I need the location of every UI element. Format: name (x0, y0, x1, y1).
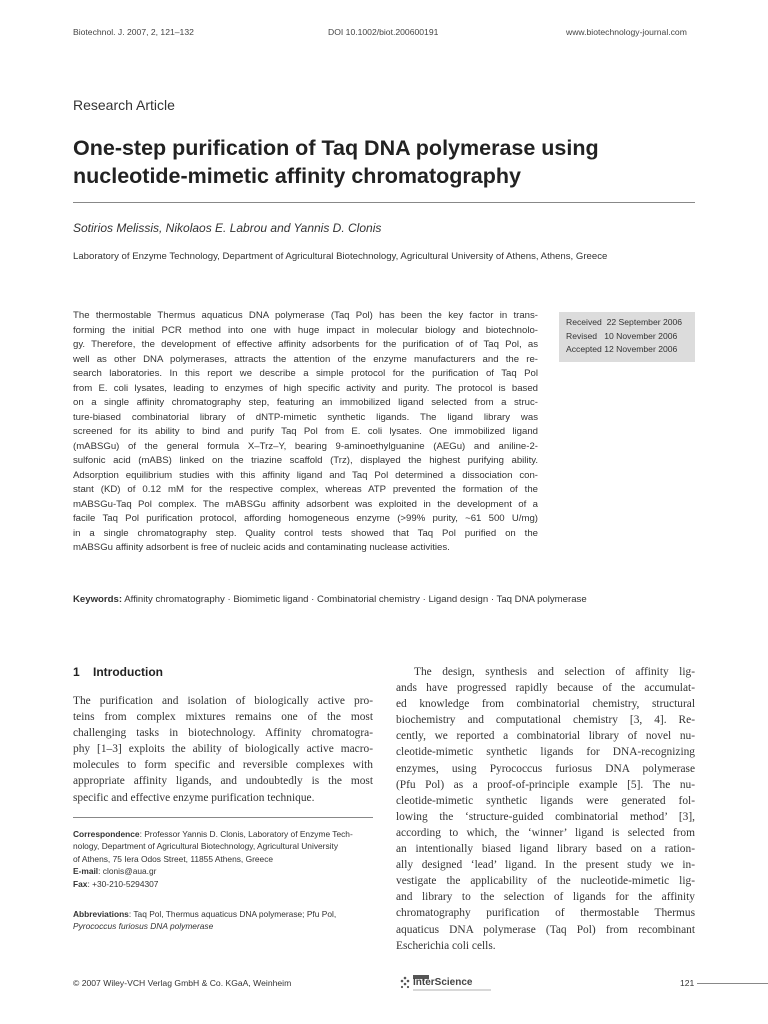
abstract-line: on a single affinity chromatography step, featuring an immobilized ligand selected from a struc- (73, 397, 538, 408)
abstract-line: facile Taq Pol purification protocol, affording homogeneous enzyme (>99% purity, ~61 500 U/mg) (73, 513, 538, 524)
body-text-line: biochemistry and computational chemistry [3, 4]. Re- (396, 714, 695, 727)
body-text-line: teins from complex mixtures remains one of the most (73, 711, 373, 724)
received-dates-box (559, 312, 695, 362)
body-text-line: appropriate affinity ligands, and undoubtedly is the most (73, 775, 373, 788)
correspondence-label: Correspondence (73, 829, 140, 839)
abstract-line: The thermostable Thermus aquaticus DNA polymerase (Taq Pol) has been the key factor in trans- (73, 310, 538, 321)
accepted-date: Accepted 12 November 2006 (566, 344, 678, 354)
keywords (73, 594, 587, 605)
body-text-line: Escherichia coli cells. (396, 939, 496, 952)
body-text-line: molecules to form specific and reversible complexes with (73, 759, 373, 772)
logo-text: InterScience (413, 977, 473, 988)
abstract-line: in a single chromatography step. Quality control tests showed that Taq Pol purified on the (73, 527, 538, 539)
body-text-line: and library to the selection of ligands for the affinity (396, 891, 695, 904)
abstract-line: sulfonic acid (mABS) linked on the triazine scaffold (Trz), displayed the highest purifying ability. (73, 455, 538, 466)
affiliation: Laboratory of Enzyme Technology, Department of Agricultural Biotechnology, Agricultural University of Athens, Athens, Greece (73, 251, 608, 262)
body-text-line: ands have progressed rapidly because of the accumulat- (396, 682, 695, 695)
abstract (73, 309, 538, 556)
body-text-line: phy [1–3] exploits the ability of biologically active macro- (73, 743, 373, 756)
received-date: Received 22 September 2006 (566, 317, 683, 327)
abstract-line: stant (KD) of 0.12 mM for the respective complex, whereas ATP prevented the formation of the (73, 484, 538, 495)
body-text-line: cleotide-mimetic synthetic ligands for DNA-recognizing (396, 746, 695, 759)
fax-label: Fax (73, 878, 88, 889)
page-number: 121 (680, 978, 695, 988)
abstract-line: (mABSGu) of the general formula X–Trz–Y, bearing 9-aminoethylguanine (AEGu) and aniline-2- (73, 440, 538, 452)
title-line: nucleotide-mimetic affinity chromatography (73, 164, 521, 188)
page-number-rule (697, 983, 768, 984)
body-text-line: (Pfu Pol) as a proof-of-principle example [5]. The nu- (396, 778, 695, 791)
journal-citation: Biotechnol. J. 2007, 2, 121–132 (73, 27, 194, 37)
body-text-line: according to which, the ‘winner’ ligand is selected from (396, 826, 695, 839)
section-title: Introduction (93, 665, 163, 679)
correspondence-text: nology, Department of Agricultural Biotechnology, Agricultural University (73, 841, 339, 852)
title-divider (73, 202, 695, 203)
body-text-line: an intentionally biased ligand library based on a ration- (396, 843, 695, 856)
body-text-line: enzymes, using Pyrococcus furiosus DNA polymerase (396, 762, 695, 775)
revised-date: Revised 10 November 2006 (566, 330, 678, 341)
doi[interactable]: DOI 10.1002/biot.200600191 (328, 27, 439, 37)
keywords-text: Affinity chromatography · Biomimetic ligand · Combinatorial chemistry · Ligand design · Taq DNA polymerase (124, 594, 587, 605)
body-text-line: specific and effective enzyme purification technique. (73, 791, 315, 804)
intro-left-column (73, 693, 373, 806)
body-text-line: challenging tasks in biotechnology. Affinity chromatogra- (73, 727, 373, 740)
abstract-line: ture-biased combinatorial library of dNTP-mimetic synthetic ligands. The ligand library was (73, 411, 538, 423)
correspondence-text: : Professor Yannis D. Clonis, Laboratory of Enzyme Tech- (139, 829, 353, 839)
copyright: © 2007 Wiley-VCH Verlag GmbH & Co. KGaA, Weinheim (73, 978, 292, 988)
keywords-label: Keywords: (73, 594, 123, 605)
title-line: One-step purification of Taq DNA polymerase using (73, 136, 599, 160)
abbreviations-text: : Taq Pol, Thermus aquaticus DNA polymerase; Pfu Pol, (128, 909, 337, 919)
abbreviations-text: Pyrococcus furiosus DNA polymerase (73, 921, 214, 932)
fax-number: : +30-210-5294307 (87, 878, 159, 889)
journal-website[interactable]: www.biotechnology-journal.com (566, 27, 687, 37)
section-heading (73, 665, 163, 679)
body-text-line: chromatography purification of thermostable Thermus (396, 907, 695, 920)
email-address[interactable]: : clonis@aua.gr (98, 866, 157, 877)
body-text-line: cently, we reported a combinatorial library of novel nu- (396, 730, 695, 743)
body-text-line: aquaticus DNA polymerase (Taq Pol) from recombinant (396, 923, 695, 936)
abstract-line: mABSGu affinity adsorbent is free of nucleic acids and contaminating nuclease activities. (73, 542, 450, 553)
abstract-line: gy. Therefore, the development of effective affinity adsorbents for the purification of of Taq Pol, as (73, 339, 538, 350)
abbreviations-label: Abbreviations (73, 909, 129, 919)
body-text-line: ally designed ‘lead’ ligand. In the present study we in- (396, 859, 695, 872)
abstract-line: from E. coli lysates, leading to enzymes of high specific activity and purity. The protocol is based (73, 382, 538, 394)
body-text-line: The purification and isolation of biologically active pro- (73, 695, 373, 707)
correspondence-text: of Athens, 75 Iera Odos Street, 11855 Athens, Greece (73, 853, 274, 864)
abbreviations-footnote (73, 908, 373, 933)
section-label: Research Article (73, 97, 175, 113)
abstract-line: mABSGu-Taq Pol complex. The mABSGu affinity adsorbent was exploited in the development of a (73, 498, 538, 510)
body-text-line: lowing the ‘structure-guided combinatorial method’ [3], (396, 810, 695, 823)
section-number: 1 (73, 665, 80, 679)
abstract-line: search laboratories. In this report we describe a simple protocol for the purification of Taq Pol (73, 368, 538, 379)
body-text-line: cleotide-mimetic synthetic ligands were generated fol- (396, 794, 695, 807)
email-label: E-mail (73, 866, 99, 877)
body-text-line: ed knowledge from combinatorial chemistry, structural (396, 698, 695, 711)
body-text-line: The design, synthesis and selection of affinity lig- (414, 666, 695, 678)
abstract-line: screened for its ability to bind and purify Taq Pol from E. coli lysates. One immobilized ligand (73, 426, 538, 437)
footnote-divider (73, 817, 373, 818)
authors: Sotirios Melissis, Nikolaos E. Labrou and Yannis D. Clonis (73, 221, 382, 235)
abstract-line: Adsorption equilibrium studies with this affinity ligand and Taq Pol determined a dissociation con- (73, 469, 538, 481)
article-title (73, 134, 633, 190)
body-text-line: vestigate the applicability of the nucleotide-mimetic lig- (396, 875, 695, 888)
abstract-line: forming the initial PCR method into one with huge impact in molecular biology and biotechnolo- (73, 324, 538, 336)
abstract-line: well as other DNA polymerases, attracts the attention of the enzyme manufacturers and the re- (73, 353, 538, 365)
correspondence-footnote (73, 828, 373, 890)
interscience-logo[interactable] (397, 972, 497, 994)
intro-right-column (396, 664, 695, 954)
